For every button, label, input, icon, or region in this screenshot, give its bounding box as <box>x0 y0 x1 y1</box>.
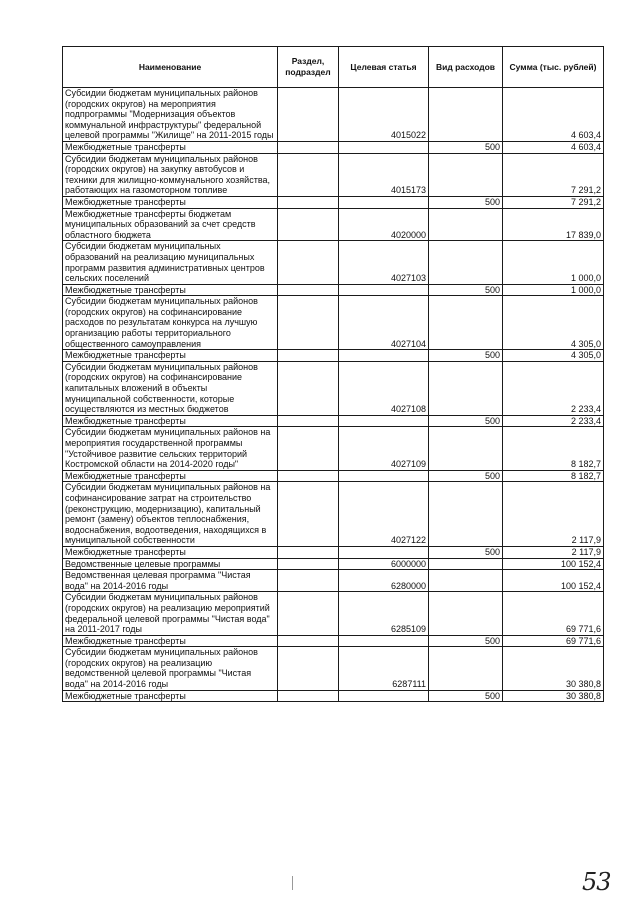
cell-kind: 500 <box>429 141 503 153</box>
cell-name: Субсидии бюджетам муниципальных районов (городских округов) на реализацию мероприятий федеральной целевой программы "Чистая вода" на 2011-2017 годы <box>63 592 278 635</box>
cell-kind: 500 <box>429 635 503 647</box>
cell-kind <box>429 570 503 592</box>
budget-table <box>62 46 604 702</box>
cell-name: Ведомственная целевая программа "Чистая вода" на 2014-2016 годы <box>63 570 278 592</box>
cell-target <box>339 284 429 296</box>
cell-section <box>278 88 339 142</box>
cell-name: Субсидии бюджетам муниципальных районов (городских округов) на закупку автобусов и техники для жилищно-коммунального хозяйства, работающих на газомоторном топливе <box>63 153 278 196</box>
cell-section <box>278 427 339 470</box>
cell-target: 4027108 <box>339 361 429 415</box>
table-row <box>63 635 604 647</box>
cell-kind <box>429 88 503 142</box>
cell-sum: 4 603,4 <box>503 141 604 153</box>
cell-name: Ведомственные целевые программы <box>63 558 278 570</box>
header-target: Целевая статья <box>339 47 429 88</box>
cell-sum: 17 839,0 <box>503 208 604 241</box>
cell-kind <box>429 592 503 635</box>
table-row <box>63 427 604 470</box>
cell-sum: 69 771,6 <box>503 592 604 635</box>
cell-sum: 100 152,4 <box>503 570 604 592</box>
cell-name: Субсидии бюджетам муниципальных районов на софинансирование затрат на строительство (реконструкцию, модернизацию), капитальный ремонт (замену) объектов теплоснабжения, водоснабжения, водоотведения, находящихся в муниципальной собственности <box>63 482 278 547</box>
cell-kind <box>429 208 503 241</box>
cell-name: Межбюджетные трансферты <box>63 635 278 647</box>
cell-name: Межбюджетные трансферты <box>63 350 278 362</box>
cell-name: Межбюджетные трансферты <box>63 546 278 558</box>
cell-sum: 4 603,4 <box>503 88 604 142</box>
cell-name: Межбюджетные трансферты <box>63 141 278 153</box>
cell-target <box>339 470 429 482</box>
cell-name: Межбюджетные трансферты бюджетам муниципальных образований за счет средств областного бюджета <box>63 208 278 241</box>
cell-sum: 2 117,9 <box>503 482 604 547</box>
cell-kind <box>429 427 503 470</box>
cell-target <box>339 690 429 702</box>
cell-name: Межбюджетные трансферты <box>63 284 278 296</box>
cell-target <box>339 415 429 427</box>
cell-name: Субсидии бюджетам муниципальных образований на реализацию муниципальных программ развития административных центров сельских поселений <box>63 241 278 284</box>
cell-section <box>278 241 339 284</box>
cell-section <box>278 482 339 547</box>
table-row <box>63 592 604 635</box>
cell-sum: 2 117,9 <box>503 546 604 558</box>
table-row <box>63 153 604 196</box>
cell-section <box>278 570 339 592</box>
cell-name: Субсидии бюджетам муниципальных районов на мероприятия государственной программы "Устойчивое развитие сельских территорий Костромской области на 2014-2020 годы" <box>63 427 278 470</box>
cell-section <box>278 415 339 427</box>
scan-mark <box>292 876 293 890</box>
cell-section <box>278 196 339 208</box>
cell-kind <box>429 647 503 690</box>
cell-target: 4027103 <box>339 241 429 284</box>
cell-section <box>278 296 339 350</box>
cell-kind: 500 <box>429 470 503 482</box>
table-row <box>63 570 604 592</box>
cell-name: Межбюджетные трансферты <box>63 415 278 427</box>
header-row <box>63 47 604 88</box>
cell-kind <box>429 482 503 547</box>
table-row <box>63 241 604 284</box>
cell-kind: 500 <box>429 196 503 208</box>
cell-kind <box>429 241 503 284</box>
cell-name: Межбюджетные трансферты <box>63 196 278 208</box>
cell-target: 6285109 <box>339 592 429 635</box>
cell-target <box>339 546 429 558</box>
cell-name: Межбюджетные трансферты <box>63 470 278 482</box>
cell-name: Субсидии бюджетам муниципальных районов (городских округов) на реализацию ведомственной целевой программы "Чистая вода" на 2014-2016 годы <box>63 647 278 690</box>
cell-section <box>278 350 339 362</box>
cell-section <box>278 284 339 296</box>
cell-target: 6280000 <box>339 570 429 592</box>
table-row <box>63 284 604 296</box>
cell-kind <box>429 558 503 570</box>
cell-target <box>339 350 429 362</box>
table-row <box>63 546 604 558</box>
cell-target <box>339 196 429 208</box>
cell-kind <box>429 153 503 196</box>
cell-section <box>278 141 339 153</box>
cell-sum: 4 305,0 <box>503 350 604 362</box>
cell-kind: 500 <box>429 284 503 296</box>
cell-sum: 30 380,8 <box>503 647 604 690</box>
cell-kind: 500 <box>429 546 503 558</box>
cell-section <box>278 153 339 196</box>
table-row <box>63 141 604 153</box>
cell-kind: 500 <box>429 350 503 362</box>
cell-sum: 1 000,0 <box>503 284 604 296</box>
cell-target <box>339 635 429 647</box>
cell-section <box>278 546 339 558</box>
cell-name: Субсидии бюджетам муниципальных районов (городских округов) на софинансирование капитальных вложений в объекты муниципальной собственности, которые осуществляются из местных бюджетов <box>63 361 278 415</box>
table-row <box>63 690 604 702</box>
cell-target: 4020000 <box>339 208 429 241</box>
cell-target: 4015173 <box>339 153 429 196</box>
cell-sum: 2 233,4 <box>503 415 604 427</box>
cell-kind: 500 <box>429 415 503 427</box>
cell-section <box>278 635 339 647</box>
table-row <box>63 208 604 241</box>
cell-target: 4027104 <box>339 296 429 350</box>
table-row <box>63 647 604 690</box>
cell-target <box>339 141 429 153</box>
cell-sum: 30 380,8 <box>503 690 604 702</box>
header-section: Раздел, подраздел <box>278 47 339 88</box>
cell-target: 6000000 <box>339 558 429 570</box>
cell-section <box>278 592 339 635</box>
cell-kind <box>429 296 503 350</box>
cell-name: Субсидии бюджетам муниципальных районов (городских округов) на софинансирование расходов по результатам конкурса на лучшую организацию работы территориального общественного самоуправления <box>63 296 278 350</box>
cell-section <box>278 558 339 570</box>
table-row <box>63 350 604 362</box>
cell-name: Субсидии бюджетам муниципальных районов (городских округов) на мероприятия подпрограммы "Модернизация объектов коммунальной инфраструктуры" федеральной целевой программы "Жилище" на 2011-2015 годы <box>63 88 278 142</box>
cell-kind <box>429 361 503 415</box>
cell-target: 4027109 <box>339 427 429 470</box>
cell-sum: 8 182,7 <box>503 470 604 482</box>
cell-sum: 8 182,7 <box>503 427 604 470</box>
table-row <box>63 415 604 427</box>
table-row <box>63 482 604 547</box>
table-body <box>63 88 604 702</box>
table-row <box>63 296 604 350</box>
cell-section <box>278 690 339 702</box>
cell-section <box>278 361 339 415</box>
cell-target: 4027122 <box>339 482 429 547</box>
cell-kind: 500 <box>429 690 503 702</box>
cell-sum: 7 291,2 <box>503 196 604 208</box>
table-row <box>63 88 604 142</box>
cell-target: 4015022 <box>339 88 429 142</box>
cell-name: Межбюджетные трансферты <box>63 690 278 702</box>
cell-sum: 2 233,4 <box>503 361 604 415</box>
table-row <box>63 470 604 482</box>
cell-sum: 100 152,4 <box>503 558 604 570</box>
cell-sum: 7 291,2 <box>503 153 604 196</box>
cell-sum: 4 305,0 <box>503 296 604 350</box>
table-row <box>63 558 604 570</box>
cell-sum: 1 000,0 <box>503 241 604 284</box>
header-kind: Вид расходов <box>429 47 503 88</box>
cell-sum: 69 771,6 <box>503 635 604 647</box>
cell-section <box>278 208 339 241</box>
cell-target: 6287111 <box>339 647 429 690</box>
header-name: Наименование <box>63 47 278 88</box>
page-number: 53 <box>582 868 611 896</box>
table-row <box>63 196 604 208</box>
table-row <box>63 361 604 415</box>
header-sum: Сумма (тыс. рублей) <box>503 47 604 88</box>
cell-section <box>278 470 339 482</box>
cell-section <box>278 647 339 690</box>
